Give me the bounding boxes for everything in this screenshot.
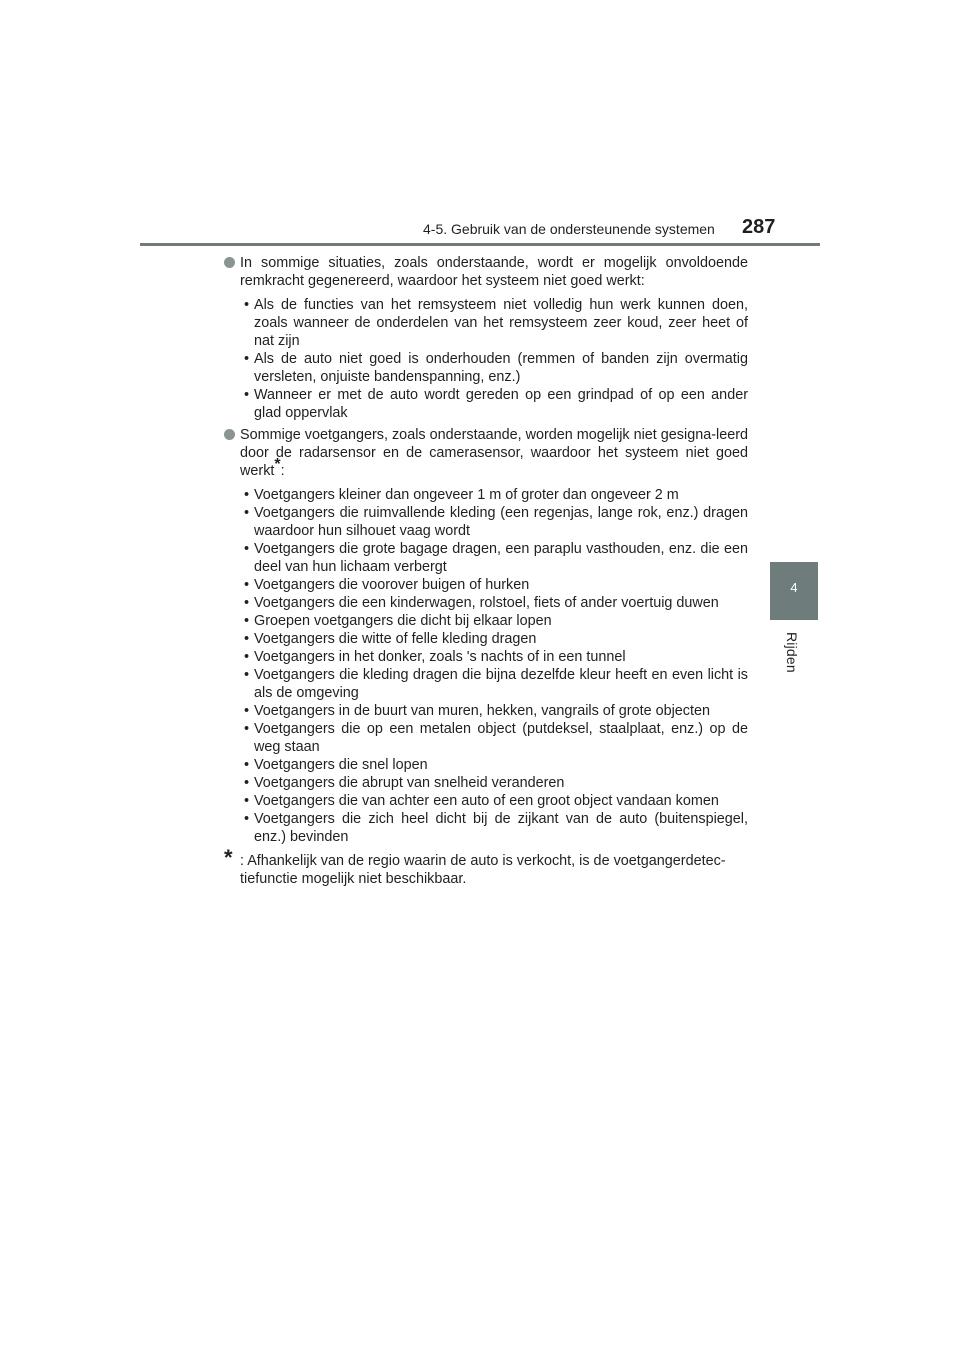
list-item-text: Voetgangers die voorover buigen of hurken: [254, 577, 530, 593]
footnote-asterisk: *: [224, 845, 233, 870]
list-item-text: Groepen voetgangers die dicht bij elkaar lopen: [254, 613, 552, 629]
list-item-text: Als de functies van het remsysteem niet volledig hun werk kunnen doen, zoals wanneer de onderdelen van het remsysteem zeer koud, zeer heet of nat zijn: [254, 297, 748, 349]
bullet-paragraph: [224, 254, 748, 290]
dot-icon: •: [244, 613, 250, 629]
list-item-text: Als de auto niet goed is onderhouden (remmen of banden zijn overmatig versleten, onjuiste bandenspanning, enz.): [254, 351, 748, 385]
dot-icon: •: [244, 505, 250, 521]
page-header: [140, 216, 820, 246]
list-item: [224, 350, 748, 386]
list-item-text: Voetgangers die een kinderwagen, rolstoel, fiets of ander voertuig duwen: [254, 595, 719, 611]
dot-icon: •: [244, 387, 250, 403]
dot-icon: •: [244, 541, 250, 557]
footnote: [224, 845, 748, 888]
list-item-text: Voetgangers die van achter een auto of een groot object vandaan komen: [254, 793, 719, 809]
list-item-text: Voetgangers die abrupt van snelheid veranderen: [254, 775, 565, 791]
bullet-text: In sommige situaties, zoals onderstaande, wordt er mogelijk onvoldoende remkracht gegenereerd, waardoor het systeem niet goed werkt:: [240, 255, 748, 289]
list-item-text: Voetgangers in de buurt van muren, hekken, vangrails of grote objecten: [254, 703, 710, 719]
dot-icon: •: [244, 351, 250, 367]
list-item-text: Voetgangers die zich heel dicht bij de zijkant van de auto (buitenspiegel, enz.) bevinden: [254, 811, 748, 845]
footnote-reference: *: [274, 456, 281, 473]
bullet-text: Sommige voetgangers, zoals onderstaande, worden mogelijk niet gesigna-leerd door de radarsensor en de camerasensor, waardoor het systeem niet goed werkt: [240, 427, 748, 479]
dot-icon: •: [244, 757, 250, 773]
list-item-text: Voetgangers kleiner dan ongeveer 1 m of groter dan ongeveer 2 m: [254, 487, 679, 503]
list-item-text: Voetgangers die ruimvallende kleding (een regenjas, lange rok, enz.) dragen waardoor hun silhouet vaag wordt: [254, 505, 748, 539]
chapter-tab: [770, 562, 818, 620]
list-item: [224, 386, 748, 422]
bullet-suffix: :: [280, 463, 285, 479]
list-item: [224, 612, 748, 630]
list-item-text: Voetgangers die op een metalen object (putdeksel, staalplaat, enz.) op de weg staan: [254, 721, 748, 755]
bullet-circle-icon: [224, 429, 235, 440]
chapter-label: Rijden: [784, 632, 800, 673]
dot-icon: •: [244, 649, 250, 665]
list-item: [224, 720, 748, 756]
list-item-text: Wanneer er met de auto wordt gereden op een grindpad of op een ander glad oppervlak: [254, 387, 748, 421]
chapter-number: 4: [790, 580, 798, 595]
list-item: [224, 504, 748, 540]
list-item: [224, 774, 748, 792]
list-item: [224, 540, 748, 576]
dot-icon: •: [244, 577, 250, 593]
list-item-text: Voetgangers die kleding dragen die bijna dezelfde kleur heeft en even licht is als de omgeving: [254, 667, 748, 701]
sub-list: [224, 486, 748, 846]
list-item: [224, 594, 748, 612]
section-title: 4-5. Gebruik van de ondersteunende systemen: [423, 221, 715, 237]
list-item: [224, 486, 748, 504]
dot-icon: •: [244, 487, 250, 503]
list-item-text: Voetgangers die snel lopen: [254, 757, 428, 773]
dot-icon: •: [244, 297, 250, 313]
dot-icon: •: [244, 703, 250, 719]
dot-icon: •: [244, 793, 250, 809]
dot-icon: •: [244, 721, 250, 737]
list-item-text: Voetgangers in het donker, zoals 's nachts of in een tunnel: [254, 649, 626, 665]
footnote-text: : Afhankelijk van de regio waarin de auto is verkocht, is de voetgangerdetec-tiefunctie mogelijk niet beschikbaar.: [240, 853, 726, 887]
dot-icon: •: [244, 631, 250, 647]
list-item-text: Voetgangers die grote bagage dragen, een paraplu vasthouden, enz. die een deel van hun lichaam verbergt: [254, 541, 748, 575]
list-item: [224, 630, 748, 648]
dot-icon: •: [244, 775, 250, 791]
list-item: [224, 648, 748, 666]
list-item: [224, 576, 748, 594]
dot-icon: •: [244, 667, 250, 683]
list-item: [224, 296, 748, 350]
dot-icon: •: [244, 811, 250, 827]
bullet-paragraph: [224, 426, 748, 480]
dot-icon: •: [244, 595, 250, 611]
main-content: [224, 254, 748, 888]
list-item: [224, 792, 748, 810]
list-item: [224, 810, 748, 846]
bullet-circle-icon: [224, 257, 235, 268]
page-number: 287: [742, 216, 776, 238]
list-item: [224, 702, 748, 720]
header-rule: [140, 243, 820, 246]
sub-list: [224, 296, 748, 422]
list-item: [224, 666, 748, 702]
list-item-text: Voetgangers die witte of felle kleding dragen: [254, 631, 537, 647]
list-item: [224, 756, 748, 774]
